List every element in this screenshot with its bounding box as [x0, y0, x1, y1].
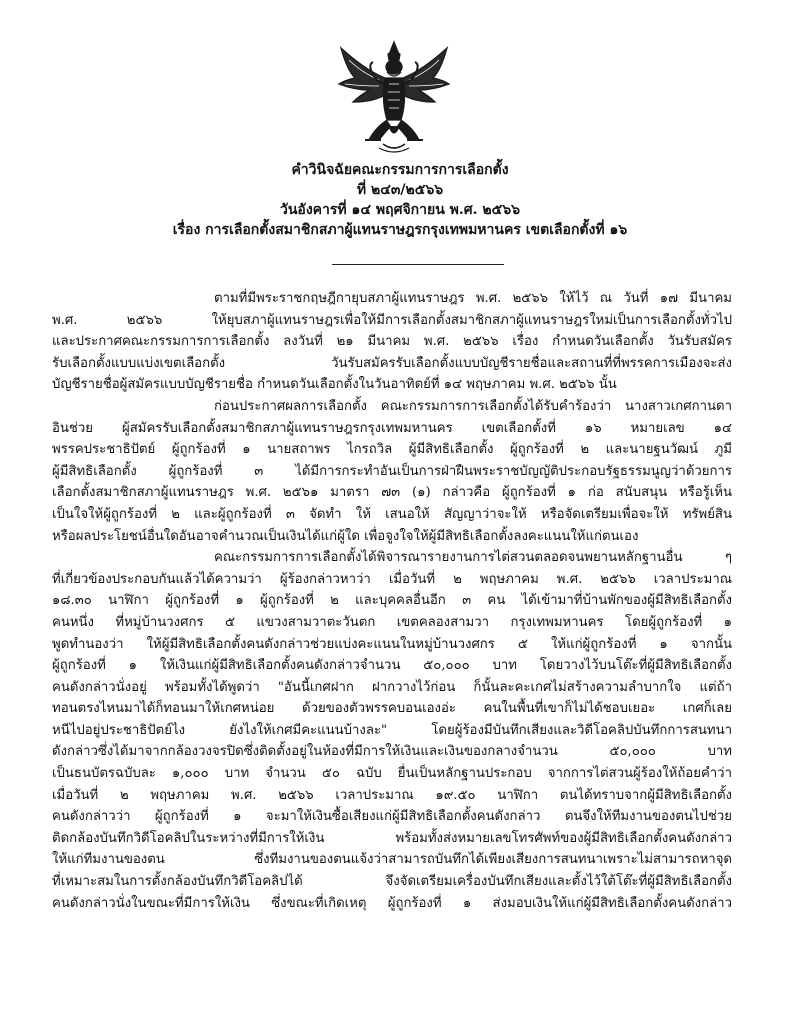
- header-divider: [332, 264, 504, 265]
- paragraph-line: คนดังกล่าวนั่งอยู่ พร้อมทั้งได้พูดว่า "อันนี้เกศฝาก ฝากวางไว้ก่อน ก็นั้นละคะเกศไม่สร้างความลำบากใจ แต่ถ้า: [52, 679, 732, 695]
- paragraph-1: [52, 288, 732, 396]
- paragraph-line: คนดังกล่าวว่า ผู้ถูกร้องที่ ๑ จะมาให้เงินซื้อเสียงแก่ผู้มีสิทธิเลือกตั้งคนดังกล่าว ตนจึงให้ทีมงานของตนไปช่วย: [52, 809, 732, 825]
- paragraph-line: ทอนตรงไหนมาได้ก็ทอนมาให้เกศหน่อย ด้วยของตัวพรรคบอนเองอ่ะ คนในพื้นที่เขาก็ไม่ได้ชอบเยอะ เกศก็เลย: [52, 701, 732, 717]
- paragraph-line: เป็นใจให้ผู้ถูกร้องที่ ๒ และผู้ถูกร้องที่ ๓ จัดทำ ให้ เสนอให้ สัญญาว่าจะให้ หรือจัดเตรียมเพื่อจะให้ ทรัพย์สิน: [52, 506, 732, 522]
- paragraph-line: คณะกรรมการการเลือกตั้งได้พิจารณารายงานการไต่สวนตลอดจนพยานหลักฐานอื่น ๆ: [214, 550, 732, 566]
- paragraph-line: ที่เกี่ยวข้องประกอบกันแล้วได้ความว่า ผู้ร้องกล่าวหาว่า เมื่อวันที่ ๒ พฤษภาคม พ.ศ. ๒๕๖๖ เวลาประมาณ: [52, 571, 732, 587]
- paragraph-line: ให้แก่ทีมงานของตน ซึ่งทีมงานของตนแจ้งว่าสามารถบันทึกได้เพียงเสียงการสนทนาเพราะไม่สามารถหาจุด: [52, 852, 732, 868]
- paragraph-line: ตามที่มีพระราชกฤษฎีกายุบสภาผู้แทนราษฎร พ.ศ. ๒๕๖๖ ให้ไว้ ณ วันที่ ๑๗ มีนาคม: [214, 291, 732, 306]
- paragraph-line: ๑๘.๓๐ นาฬิกา ผู้ถูกร้องที่ ๑ ผู้ถูกร้องที่ ๒ และบุคคลอื่นอีก ๓ คน ได้เข้ามาที่บ้านพักของผู้มีสิทธิเลือกตั้ง: [52, 593, 732, 609]
- paragraph-line: อินช่วย ผู้สมัครรับเลือกตั้งสมาชิกสภาผู้แทนราษฎรกรุงเทพมหานคร เขตเลือกตั้งที่ ๑๖ หมายเลข ๑๔: [52, 420, 732, 436]
- paragraph-line: หนีไปอยู่ประชาธิปัตย์ไง ยังไงให้เกศมีคะแนนบ้างละ" โดยผู้ร้องมีบันทึกเสียงและวิดีโอคลิปบันทึกการสนทนา: [52, 722, 732, 738]
- paragraph-line: บัญชีรายชื่อผู้สมัครแบบบัญชีรายชื่อ กำหนดวันเลือกตั้งในวันอาทิตย์ที่ ๑๔ พฤษภาคม พ.ศ. ๒๕๖๖ นั้น: [52, 377, 617, 393]
- paragraph-line: เลือกตั้งสมาชิกสภาผู้แทนราษฎร พ.ศ. ๒๕๖๑ มาตรา ๗๓ (๑) กล่าวคือ ผู้ถูกร้องที่ ๑ ก่อ สนับสนุน หรือรู้เห็น: [52, 485, 732, 501]
- paragraph-line: เมื่อวันที่ ๒ พฤษภาคม พ.ศ. ๒๕๖๖ เวลาประมาณ ๑๙.๕๐ นาฬิกา ตนได้ทราบจากผู้มีสิทธิเลือกตั้ง: [52, 787, 732, 803]
- ruling-title: คำวินิจฉัยคณะกรรมการการเลือกตั้ง: [291, 162, 509, 178]
- paragraph-line: ผู้ถูกร้องที่ ๑ ให้เงินแก่ผู้มีสิทธิเลือกตั้งคนดังกล่าวจำนวน ๕๐,๐๐๐ บาท โดยวางไว้บนโต๊ะที่ผู้มีสิทธิเลือกตั้ง: [52, 658, 732, 674]
- paragraph-2: [52, 396, 732, 547]
- paragraph-line: พรรคประชาธิปัตย์ ผู้ถูกร้องที่ ๑ นายสถาพร ไกรถวิล ผู้มีสิทธิเลือกตั้ง ผู้ถูกร้องที่ ๒ และนายฐนวัฒน์ ภูมี: [52, 442, 732, 458]
- paragraph-line: ก่อนประกาศผลการเลือกตั้ง คณะกรรมการการเลือกตั้งได้รับคำร้องว่า นางสาวเกศกานดา: [214, 398, 732, 414]
- paragraph-line: ติดกล้องบันทึกวิดีโอคลิปในระหว่างที่มีการให้เงิน พร้อมทั้งส่งหมายเลขโทรศัพท์ของผู้มีสิทธิเลือกตั้งคนดังกล่าว: [52, 830, 732, 846]
- ruling-number: ที่ ๒๔๓/๒๕๖๖: [356, 182, 444, 198]
- paragraph-line: พ.ศ. ๒๕๖๖ ให้ยุบสภาผู้แทนราษฎรเพื่อให้มีการเลือกตั้งสมาชิกสภาผู้แทนราษฎรใหม่เป็นการเลือกตั้งทั่วไป: [52, 312, 732, 328]
- paragraph-line: พูดทำนองว่า ให้ผู้มีสิทธิเลือกตั้งคนดังกล่าวช่วยแบ่งคะแนนในหมู่บ้านวงศกร ๕ ให้แก่ผู้ถูกร้องที่ ๑ จากนั้น: [52, 636, 732, 652]
- paragraph-line: ผู้มีสิทธิเลือกตั้ง ผู้ถูกร้องที่ ๓ ได้มีการกระทำอันเป็นการฝ่าฝืนพระราชบัญญัติประกอบรัฐธรรมนูญว่าด้วยการ: [52, 463, 732, 479]
- paragraph-line: ดังกล่าวซึ่งได้มาจากกล้องวงจรปิดซึ่งติดตั้งอยู่ในห้องที่มีการให้เงินและเงินของกลางจำนวน ๕๐,๐๐๐ บาท: [52, 744, 732, 760]
- paragraph-line: คนหนึ่ง ที่หมู่บ้านวงศกร ๕ แขวงสามวาตะวันตก เขตคลองสามวา กรุงเทพมหานคร โดยผู้ถูกร้องที่ ๑: [52, 614, 732, 630]
- ruling-header: [100, 160, 700, 240]
- ruling-date: วันอังคารที่ ๑๔ พฤศจิกายน พ.ศ. ๒๕๖๖: [280, 202, 520, 218]
- garuda-emblem-icon: [335, 40, 453, 156]
- paragraph-3: [52, 547, 732, 914]
- paragraph-line: หรือผลประโยชน์อื่นใดอันอาจคำนวณเป็นเงินได้แก่ผู้ใด เพื่อจูงใจให้ผู้มีสิทธิเลือกตั้งลงคะแนนให้แก่ตนเอง: [52, 528, 639, 544]
- paragraph-line: และประกาศคณะกรรมการการเลือกตั้ง ลงวันที่ ๒๑ มีนาคม พ.ศ. ๒๕๖๖ เรื่อง กำหนดวันเลือกตั้ง วันรับสมัคร: [52, 334, 732, 350]
- paragraph-line: รับเลือกตั้งแบบแบ่งเขตเลือกตั้ง วันรับสมัครรับเลือกตั้งแบบบัญชีรายชื่อและสถานที่ที่พรรคการเมืองจะส่ง: [52, 355, 732, 371]
- paragraph-line: เป็นธนบัตรฉบับละ ๑,๐๐๐ บาท จำนวน ๕๐ ฉบับ ยื่นเป็นหลักฐานประกอบ จากการไต่สวนผู้ร้องให้ถ้อยคำว่า: [52, 766, 732, 782]
- paragraph-line: ที่เหมาะสมในการตั้งกล้องบันทึกวิดีโอคลิปได้ จึงจัดเตรียมเครื่องบันทึกเสียงและตั้งไว้ใต้โต๊ะที่ผู้มีสิทธิเลือกตั้ง: [52, 874, 732, 890]
- ruling-body: [52, 288, 732, 914]
- ruling-subject: เรื่อง การเลือกตั้งสมาชิกสภาผู้แทนราษฎรกรุงเทพมหานคร เขตเลือกตั้งที่ ๑๖: [172, 222, 628, 238]
- paragraph-line: คนดังกล่าวนั่งในขณะที่มีการให้เงิน ซึ่งขณะที่เกิดเหตุ ผู้ถูกร้องที่ ๑ ส่งมอบเงินให้แก่ผู้มีสิทธิเลือกตั้งคนดังกล่าว: [52, 895, 732, 911]
